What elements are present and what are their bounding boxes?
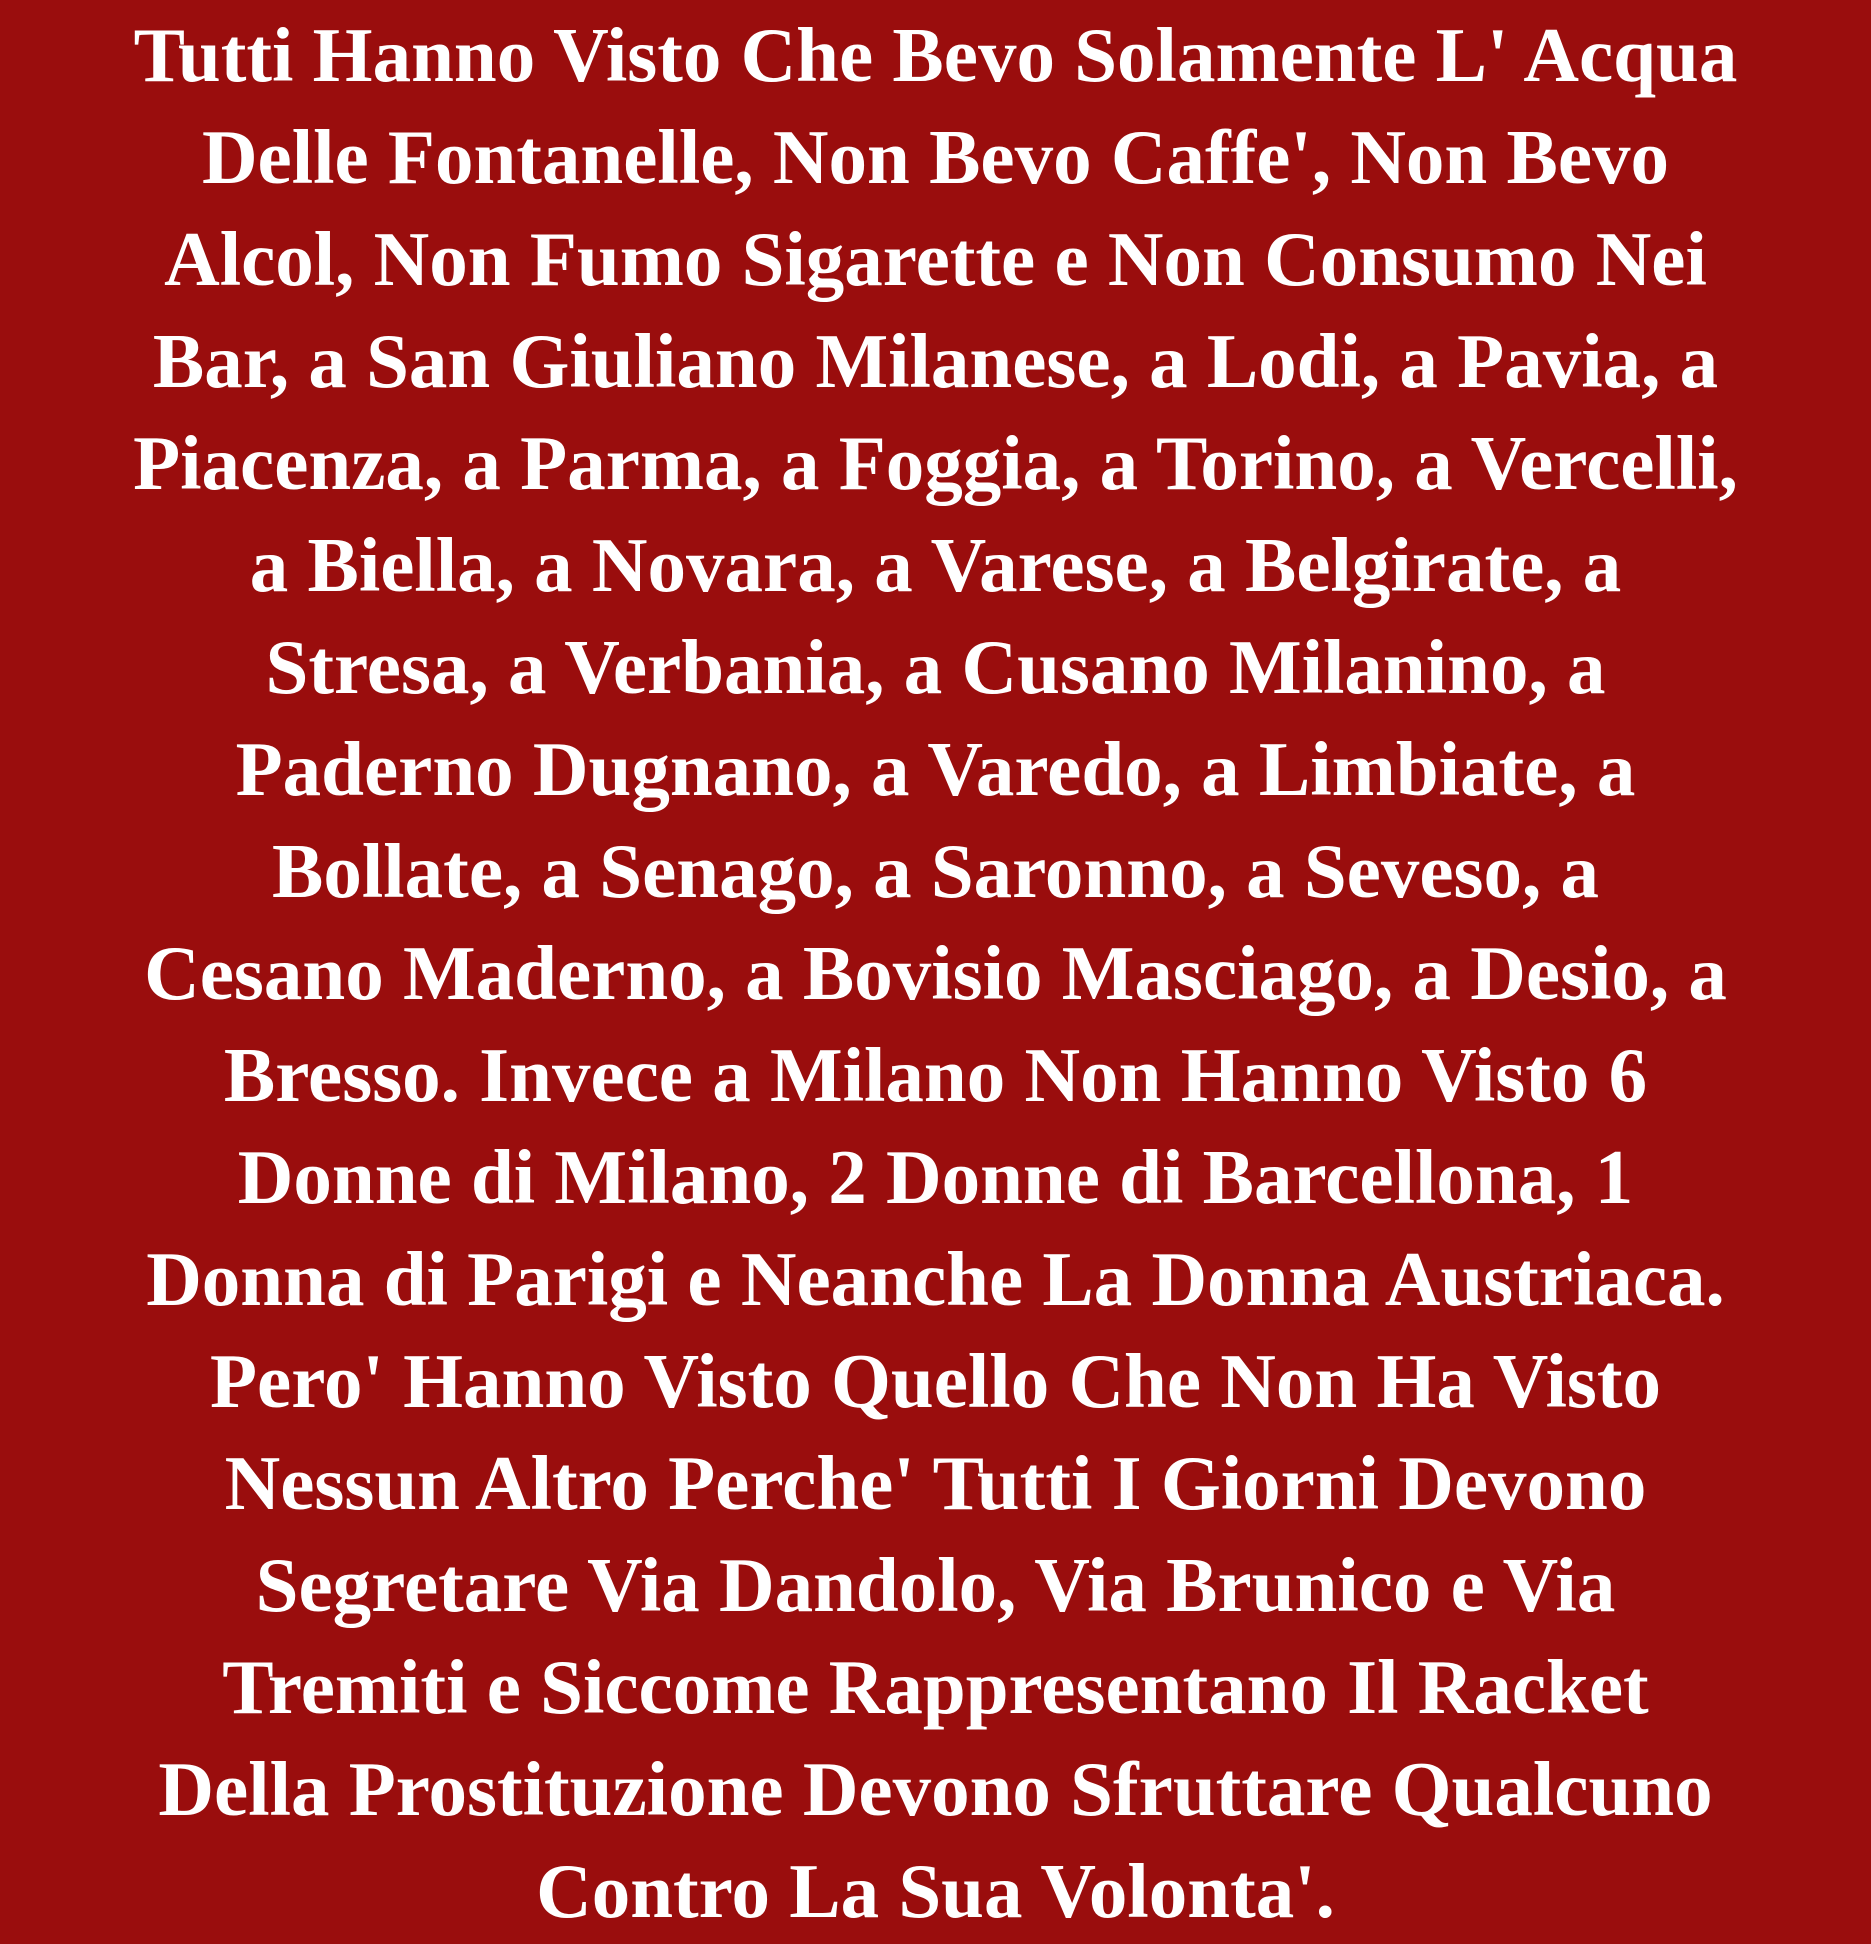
poster-line: Tutti Hanno Visto Che Bevo Solamente L' Acqua xyxy=(133,12,1738,98)
poster-line: Contro La Sua Volonta'. xyxy=(536,1848,1335,1934)
poster-line: Cesano Maderno, a Bovisio Masciago, a Desio, a xyxy=(144,930,1727,1016)
poster-line: Tremiti e Siccome Rappresentano Il Racket xyxy=(222,1644,1649,1730)
poster-line: a Biella, a Novara, a Varese, a Belgirate, a xyxy=(249,522,1622,608)
poster-line: Piacenza, a Parma, a Foggia, a Torino, a Vercelli, xyxy=(133,420,1738,506)
poster-line: Bresso. Invece a Milano Non Hanno Visto 6 xyxy=(223,1032,1648,1118)
poster-line: Alcol, Non Fumo Sigarette e Non Consumo Nei xyxy=(164,216,1707,302)
poster-line: Delle Fontanelle, Non Bevo Caffe', Non Bevo xyxy=(201,114,1670,200)
poster-line: Nessun Altro Perche' Tutti I Giorni Devono xyxy=(224,1440,1647,1526)
poster-line: Pero' Hanno Visto Quello Che Non Ha Visto xyxy=(209,1338,1661,1424)
poster-line: Donna di Parigi e Neanche La Donna Austriaca. xyxy=(146,1236,1725,1322)
poster-line: Donne di Milano, 2 Donne di Barcellona, 1 xyxy=(237,1134,1634,1220)
poster-line: Paderno Dugnano, a Varedo, a Limbiate, a xyxy=(235,726,1636,812)
poster-line: Bar, a San Giuliano Milanese, a Lodi, a Pavia, a xyxy=(152,318,1719,404)
poster-line: Segretare Via Dandolo, Via Brunico e Via xyxy=(255,1542,1616,1628)
poster-line: Stresa, a Verbania, a Cusano Milanino, a xyxy=(265,624,1606,710)
poster-line: Della Prostituzione Devono Sfruttare Qualcuno xyxy=(158,1746,1713,1832)
poster-line: Bollate, a Senago, a Saronno, a Seveso, a xyxy=(272,828,1599,914)
